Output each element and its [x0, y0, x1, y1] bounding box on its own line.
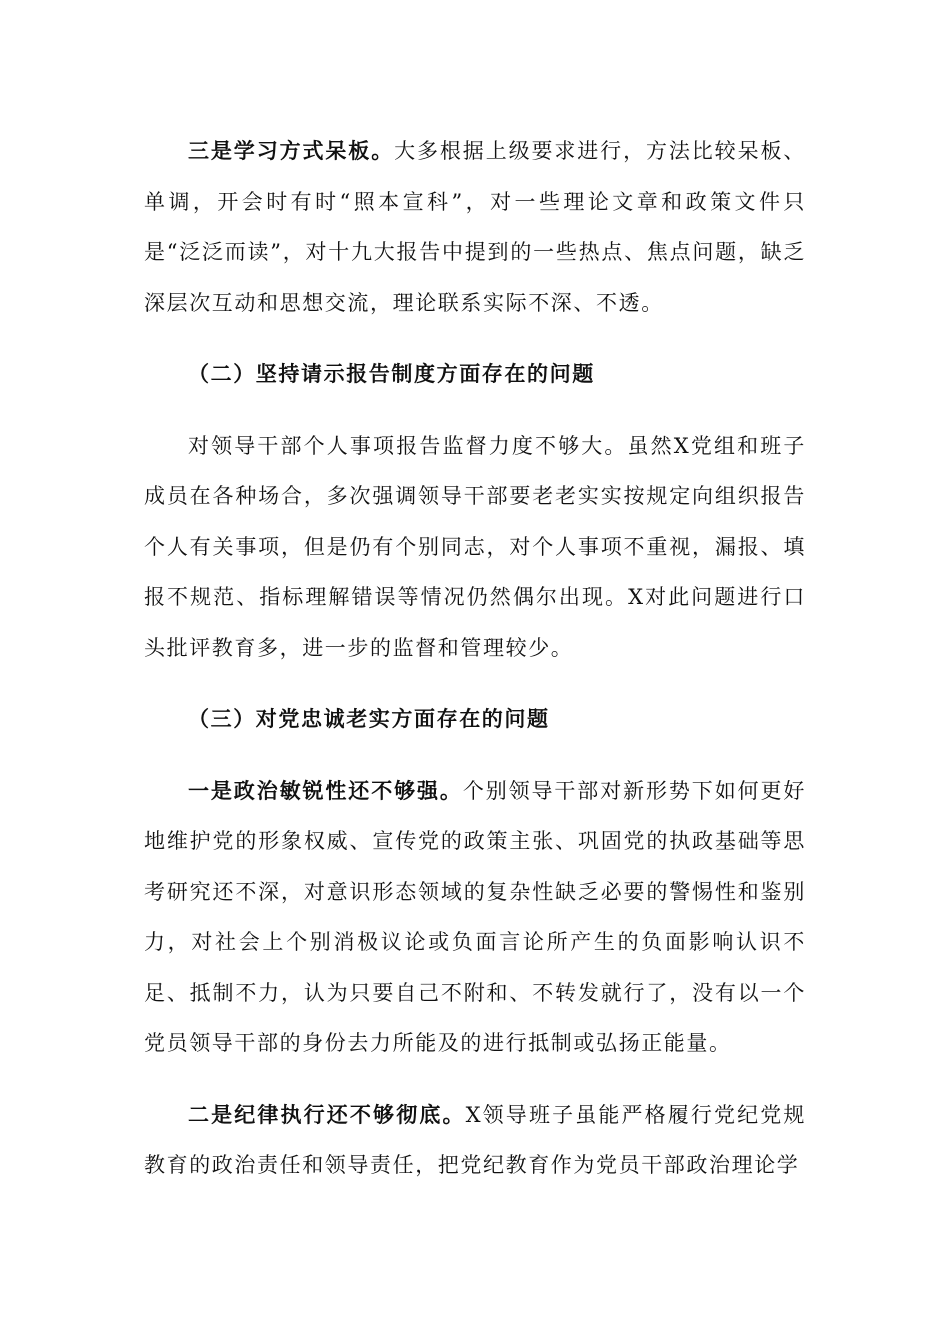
paragraph-gap — [144, 328, 806, 349]
paragraph-gap — [144, 1069, 806, 1090]
paragraph-text: 个别领导干部对新形势下如何更好地维护党的形象权威、宣传党的政策主张、巩固党的执政基础等思考研究还不深，对意识形态领域的复杂性缺乏必要的警惕性和鉴别力，对社会上个别消极议论或负面言论所产生的负面影响认识不足、抵制不力，认为只要自己不附和、不转发就行了，没有以一个党员领导干部的身份去力所能及的进行抵制或弘扬正能量。 — [144, 778, 807, 1055]
section-heading-reporting-system: （二）坚持请示报告制度方面存在的问题 — [188, 361, 595, 386]
paragraph-lead: 三是学习方式呆板。 — [188, 138, 395, 163]
paragraph-text: 对领导干部个人事项报告监督力度不够大。虽然X党组和班子成员在各种场合，多次强调领导干部要老老实实按规定向组织报告个人有关事项，但是仍有个别同志，对个人事项不重视，漏报、填报不规范、指标理解错误等情况仍然偶尔出现。X对此问题进行口头批评教育多，进一步的监督和管理较少。 — [144, 433, 806, 660]
paragraph-discipline — [144, 1090, 806, 1191]
paragraph-text: X领导班子虽能严格履行党纪党规教育的政治责任和领导责任，把党纪教育作为党员干部政治理论学 — [144, 1102, 806, 1177]
paragraph-gap — [144, 745, 806, 766]
paragraph-gap — [144, 673, 806, 694]
paragraph-study-method — [144, 126, 806, 328]
paragraph-political-sensitivity — [144, 766, 806, 1069]
document-body — [144, 126, 806, 1191]
paragraph-lead: 二是纪律执行还不够彻底。 — [188, 1101, 466, 1127]
section-heading-loyalty: （三）对党忠诚老实方面存在的问题 — [188, 706, 550, 731]
paragraph-gap — [144, 400, 806, 421]
paragraph-lead: 一是政治敏锐性还不够强。 — [188, 777, 463, 803]
paragraph-personal-matters — [144, 421, 806, 674]
paragraph-text: 大多根据上级要求进行，方法比较呆板、单调，开会时有时“照本宣科”，对一些理论文章和政策文件只是“泛泛而读”，对十九大报告中提到的一些热点、焦点问题，缺乏深层次互动和思想交流，理论联系实际不深、不透。 — [144, 139, 806, 315]
